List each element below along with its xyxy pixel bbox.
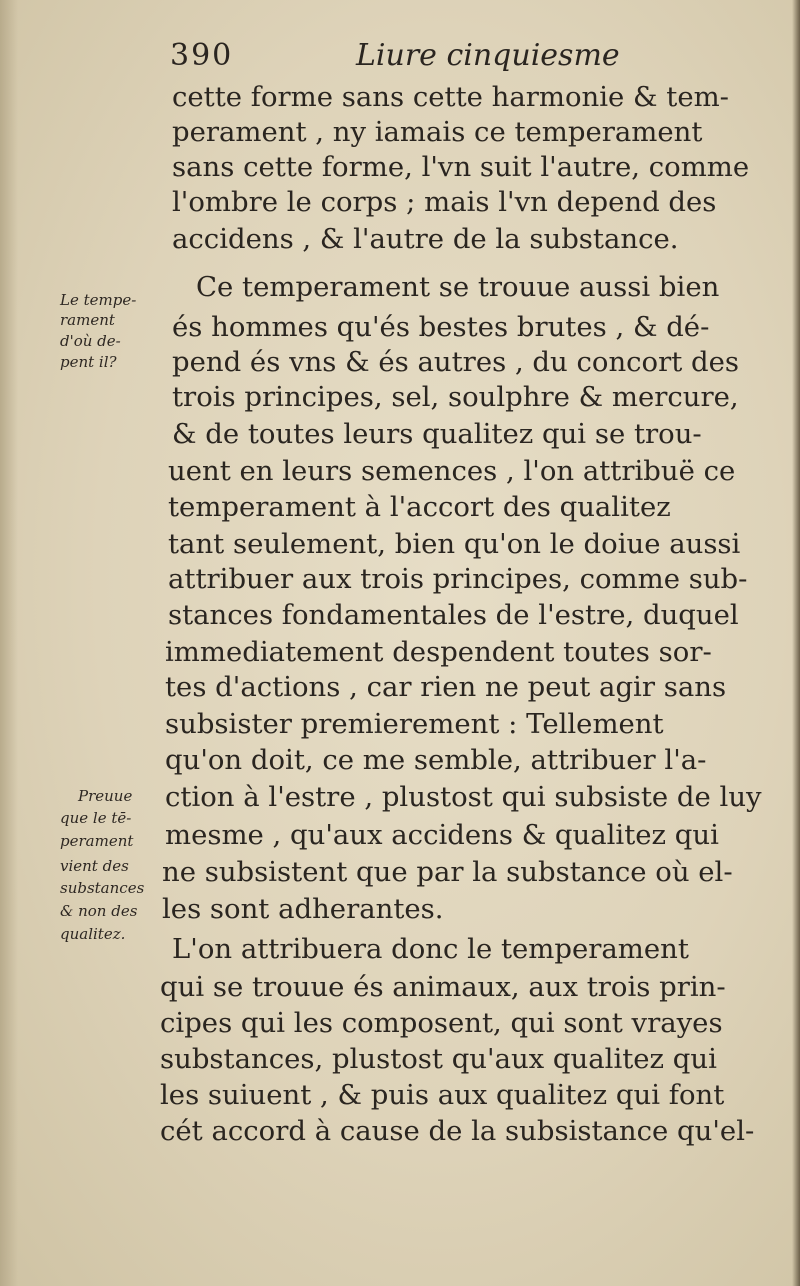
margin-note-line: Preuue bbox=[78, 787, 133, 805]
text-line: stances fondamentales de l'estre, duquel bbox=[168, 599, 739, 631]
text-line: immediatement despendent toutes sor- bbox=[165, 636, 712, 668]
margin-note-line: d'où de- bbox=[60, 332, 121, 350]
running-title: Liure cinquiesme bbox=[356, 38, 620, 73]
margin-note-line: rament bbox=[60, 311, 115, 329]
text-line: qui se trouue és animaux, aux trois prin- bbox=[160, 971, 726, 1003]
gutter-shadow bbox=[0, 0, 18, 1286]
page-header bbox=[170, 38, 730, 82]
margin-note-line: substances bbox=[60, 879, 145, 897]
text-line: pend és vns & és autres , du concort des bbox=[172, 346, 740, 378]
text-line: tes d'actions , car rien ne peut agir sans bbox=[165, 671, 727, 703]
text-line: L'on attribuera donc le temperament bbox=[172, 933, 689, 965]
text-line: Ce temperament se trouue aussi bien bbox=[196, 271, 720, 303]
text-line: temperament à l'accort des qualitez bbox=[168, 491, 671, 523]
text-line: qu'on doit, ce me semble, attribuer l'a- bbox=[165, 744, 707, 776]
text-line: les sont adherantes. bbox=[162, 893, 444, 925]
text-line: & de toutes leurs qualitez qui se trou- bbox=[172, 418, 702, 450]
text-line: cét accord à cause de la subsistance qu'el- bbox=[160, 1115, 755, 1147]
text-line: subsister premierement : Tellement bbox=[165, 708, 664, 740]
text-line: és hommes qu'és bestes brutes , & dé- bbox=[172, 311, 710, 343]
text-line: substances, plustost qu'aux qualitez qui bbox=[160, 1043, 717, 1075]
text-line: trois principes, sel, soulphre & mercure, bbox=[172, 381, 739, 413]
margin-note-line: que le tē- bbox=[60, 809, 132, 827]
text-line: accidens , & l'autre de la substance. bbox=[172, 223, 679, 255]
text-line: attribuer aux trois principes, comme sub- bbox=[168, 563, 748, 595]
page-number: 390 bbox=[170, 38, 234, 73]
text-line: les suiuent , & puis aux qualitez qui font bbox=[160, 1079, 725, 1111]
text-line: ction à l'estre , plustost qui subsiste de luy bbox=[165, 781, 762, 813]
margin-note-line: qualitez. bbox=[60, 925, 126, 943]
text-line: l'ombre le corps ; mais l'vn depend des bbox=[172, 186, 717, 218]
margin-note-line: Le tempe- bbox=[60, 291, 137, 309]
text-line: perament , ny iamais ce temperament bbox=[172, 116, 703, 148]
margin-note-line: pent il? bbox=[60, 353, 117, 371]
text-line: cette forme sans cette harmonie & tem- bbox=[172, 81, 729, 113]
margin-note-line: & non des bbox=[60, 902, 138, 920]
text-line: tant seulement, bien qu'on le doiue aussi bbox=[168, 528, 741, 560]
page-edge bbox=[792, 0, 800, 1286]
text-line: uent en leurs semences , l'on attribuë ce bbox=[168, 455, 736, 487]
text-line: sans cette forme, l'vn suit l'autre, comme bbox=[172, 151, 750, 183]
text-line: mesme , qu'aux accidens & qualitez qui bbox=[165, 819, 719, 851]
text-line: ne subsistent que par la substance où el- bbox=[162, 856, 733, 888]
margin-note-line: vient des bbox=[60, 857, 129, 875]
text-line: cipes qui les composent, qui sont vrayes bbox=[160, 1007, 723, 1039]
margin-note-line: perament bbox=[60, 832, 134, 850]
